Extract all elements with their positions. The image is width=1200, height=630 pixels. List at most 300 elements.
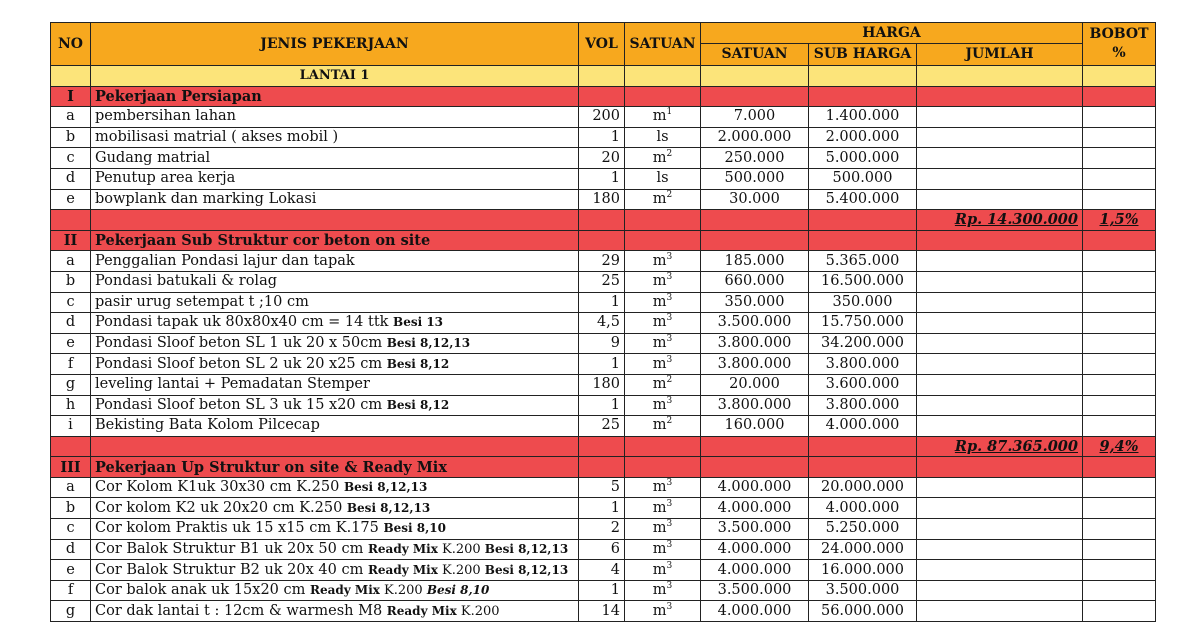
- item-volume: 5: [579, 477, 625, 498]
- item-sub-total: 4.000.000: [809, 416, 917, 437]
- item-letter: h: [51, 395, 91, 416]
- item-spec-rebar: Besi 8,12,13: [484, 562, 569, 577]
- item-unit-text: m: [652, 108, 667, 125]
- item-unit: [625, 539, 701, 560]
- item-unit-exponent: 3: [666, 560, 673, 571]
- item-letter: a: [51, 251, 91, 272]
- item-description-text: leveling lantai + Pemadatan Stemper: [95, 376, 370, 393]
- item-unit-exponent: 2: [666, 416, 673, 427]
- item-unit-text: m: [652, 149, 667, 166]
- item-letter: b: [51, 271, 91, 292]
- item-unit-exponent: 3: [666, 581, 673, 592]
- item-unit-exponent: 3: [666, 478, 673, 489]
- item-spec-note: Besi 8,10: [383, 521, 446, 536]
- item-unit-price: 3.800.000: [701, 354, 809, 375]
- item-sub-total: 3.500.000: [809, 580, 917, 601]
- item-unit: [625, 168, 701, 189]
- item-letter: f: [51, 354, 91, 375]
- item-sub-total: 5.000.000: [809, 148, 917, 169]
- item-unit-text: m: [652, 417, 667, 434]
- item-unit-text: m: [652, 396, 667, 413]
- item-description: [91, 539, 579, 560]
- header-no: NO: [51, 23, 91, 66]
- table-row: [51, 148, 1156, 169]
- section-number: III: [51, 457, 91, 478]
- item-unit: [625, 107, 701, 128]
- item-letter: a: [51, 477, 91, 498]
- table-row: [51, 498, 1156, 519]
- item-bobot: [1083, 539, 1156, 560]
- empty-cell: [701, 436, 809, 457]
- item-jumlah: [917, 374, 1083, 395]
- empty-cell: [625, 436, 701, 457]
- empty-cell: [701, 230, 809, 251]
- item-volume: 180: [579, 189, 625, 210]
- item-sub-total: 3.800.000: [809, 354, 917, 375]
- item-letter: d: [51, 168, 91, 189]
- item-unit-text: ls: [656, 129, 669, 146]
- item-unit-exponent: 2: [666, 190, 673, 201]
- header-jumlah: JUMLAH: [917, 44, 1083, 66]
- item-jumlah: [917, 560, 1083, 581]
- item-sub-total: 4.000.000: [809, 498, 917, 519]
- item-volume: 1: [579, 498, 625, 519]
- empty-cell: [91, 436, 579, 457]
- item-description: [91, 271, 579, 292]
- table-row: [51, 271, 1156, 292]
- item-jumlah: [917, 168, 1083, 189]
- item-unit-exponent: 3: [666, 354, 673, 365]
- item-unit-price: 3.800.000: [701, 395, 809, 416]
- item-letter: g: [51, 601, 91, 622]
- item-jumlah: [917, 127, 1083, 148]
- item-unit-price: 185.000: [701, 251, 809, 272]
- section-bobot: 9,4%: [1083, 436, 1156, 457]
- item-description-text: pasir urug setempat t ;10 cm: [95, 293, 309, 310]
- item-volume: 180: [579, 374, 625, 395]
- item-unit-price: 4.000.000: [701, 477, 809, 498]
- item-unit-price: 20.000: [701, 374, 809, 395]
- empty-cell: [917, 457, 1083, 478]
- item-letter: e: [51, 189, 91, 210]
- item-bobot: [1083, 292, 1156, 313]
- item-bobot: [1083, 477, 1156, 498]
- item-unit: [625, 189, 701, 210]
- item-jumlah: [917, 354, 1083, 375]
- item-unit: [625, 292, 701, 313]
- table-row: [51, 313, 1156, 334]
- empty-cell: [625, 86, 701, 107]
- section-title: Pekerjaan Persiapan: [91, 86, 579, 107]
- empty-cell: [579, 86, 625, 107]
- item-description: [91, 127, 579, 148]
- item-unit-text: m: [652, 355, 667, 372]
- item-volume: 25: [579, 271, 625, 292]
- item-description: [91, 498, 579, 519]
- empty-cell: [625, 230, 701, 251]
- item-unit: [625, 148, 701, 169]
- item-unit-exponent: 3: [666, 251, 673, 262]
- item-jumlah: [917, 498, 1083, 519]
- empty-cell: [917, 230, 1083, 251]
- item-volume: 2: [579, 519, 625, 540]
- section-row: [51, 230, 1156, 251]
- item-description-text: Cor Kolom K1uk 30x30 cm K.250: [95, 479, 344, 496]
- rab-table: [50, 22, 1156, 622]
- item-volume: 1: [579, 354, 625, 375]
- table-row: [51, 580, 1156, 601]
- item-description: [91, 189, 579, 210]
- item-unit-exponent: 2: [666, 375, 673, 386]
- empty-cell: [579, 457, 625, 478]
- item-unit-price: 3.500.000: [701, 580, 809, 601]
- empty-cell: [809, 457, 917, 478]
- empty-cell: [701, 86, 809, 107]
- table-row: [51, 127, 1156, 148]
- item-volume: 6: [579, 539, 625, 560]
- item-unit-text: m: [652, 540, 667, 557]
- item-bobot: [1083, 395, 1156, 416]
- item-unit-text: m: [652, 190, 667, 207]
- item-letter: b: [51, 127, 91, 148]
- item-bobot: [1083, 107, 1156, 128]
- item-bobot: [1083, 189, 1156, 210]
- item-jumlah: [917, 477, 1083, 498]
- item-letter: b: [51, 498, 91, 519]
- item-jumlah: [917, 580, 1083, 601]
- item-spec-note: Ready Mix: [367, 541, 438, 556]
- item-unit-price: 660.000: [701, 271, 809, 292]
- item-unit: [625, 560, 701, 581]
- table-row: [51, 354, 1156, 375]
- item-unit: [625, 271, 701, 292]
- item-unit-price: 30.000: [701, 189, 809, 210]
- item-volume: 200: [579, 107, 625, 128]
- item-spec-note: Besi 8,12: [386, 397, 450, 412]
- item-unit-exponent: 1: [666, 107, 673, 118]
- item-unit-text: m: [652, 376, 667, 393]
- table-row: [51, 395, 1156, 416]
- table-row: [51, 560, 1156, 581]
- item-description-text: Cor balok anak uk 15x20 cm: [95, 582, 310, 599]
- empty-cell: [51, 436, 91, 457]
- item-letter: f: [51, 580, 91, 601]
- table-row: [51, 416, 1156, 437]
- item-unit-text: m: [652, 602, 667, 619]
- item-unit-exponent: 3: [666, 334, 673, 345]
- item-unit-price: 250.000: [701, 148, 809, 169]
- item-jumlah: [917, 395, 1083, 416]
- subtotal-row: [51, 210, 1156, 231]
- item-letter: c: [51, 519, 91, 540]
- item-unit-price: 3.800.000: [701, 333, 809, 354]
- item-unit: [625, 519, 701, 540]
- item-description-text: Pondasi Sloof beton SL 2 uk 20 x25 cm: [95, 355, 387, 372]
- item-description: [91, 313, 579, 334]
- item-unit-text: m: [652, 293, 667, 310]
- empty-cell: [1083, 86, 1156, 107]
- header-bobot-unit: %: [1112, 45, 1126, 61]
- item-jumlah: [917, 189, 1083, 210]
- table-row: [51, 374, 1156, 395]
- item-spec-rebar: Besi 8,10: [426, 583, 490, 598]
- item-volume: 1: [579, 127, 625, 148]
- table-row: [51, 519, 1156, 540]
- item-spec-note: Ready Mix: [367, 562, 438, 577]
- section-title: Pekerjaan Up Struktur on site & Ready Mix: [91, 457, 579, 478]
- item-unit-text: ls: [656, 170, 669, 187]
- item-unit-price: 4.000.000: [701, 498, 809, 519]
- table-row: [51, 251, 1156, 272]
- item-jumlah: [917, 519, 1083, 540]
- item-sub-total: 24.000.000: [809, 539, 917, 560]
- table-row: [51, 601, 1156, 622]
- item-unit-price: 7.000: [701, 107, 809, 128]
- item-spec-note: Besi 8,12,13: [346, 500, 431, 515]
- item-description: [91, 519, 579, 540]
- item-unit-price: 2.000.000: [701, 127, 809, 148]
- item-description: [91, 354, 579, 375]
- item-sub-total: 3.600.000: [809, 374, 917, 395]
- item-jumlah: [917, 148, 1083, 169]
- item-unit-price: 3.500.000: [701, 313, 809, 334]
- item-spec-grade: K.200: [437, 562, 485, 578]
- item-letter: e: [51, 560, 91, 581]
- item-bobot: [1083, 580, 1156, 601]
- section-bobot: 1,5%: [1083, 210, 1156, 231]
- item-jumlah: [917, 292, 1083, 313]
- empty-cell: [701, 457, 809, 478]
- item-sub-total: 5.400.000: [809, 189, 917, 210]
- item-unit-exponent: 2: [666, 148, 673, 159]
- empty-cell: [809, 210, 917, 231]
- table-body: [51, 66, 1156, 622]
- item-bobot: [1083, 374, 1156, 395]
- empty-cell: [625, 457, 701, 478]
- item-description: [91, 107, 579, 128]
- table-row: [51, 168, 1156, 189]
- table-row: [51, 333, 1156, 354]
- header-bobot: [1083, 23, 1156, 66]
- item-bobot: [1083, 416, 1156, 437]
- item-unit: [625, 477, 701, 498]
- item-description-text: pembersihan lahan: [95, 108, 237, 125]
- item-unit: [625, 601, 701, 622]
- item-unit-text: m: [652, 561, 667, 578]
- item-description-text: Penutup area kerja: [95, 170, 236, 187]
- item-unit-exponent: 3: [666, 272, 673, 283]
- section-title: Pekerjaan Sub Struktur cor beton on site: [91, 230, 579, 251]
- item-bobot: [1083, 333, 1156, 354]
- item-jumlah: [917, 416, 1083, 437]
- item-unit-price: 160.000: [701, 416, 809, 437]
- item-unit: [625, 333, 701, 354]
- item-bobot: [1083, 519, 1156, 540]
- item-description-text: Pondasi Sloof beton SL 1 uk 20 x 50cm: [95, 335, 387, 352]
- table-row: [51, 107, 1156, 128]
- item-sub-total: 16.500.000: [809, 271, 917, 292]
- empty-cell: [1083, 230, 1156, 251]
- item-spec-grade: K.200: [456, 603, 500, 619]
- item-letter: a: [51, 107, 91, 128]
- item-spec-note: Besi 8,12,13: [343, 480, 428, 495]
- header-satuan: SATUAN: [625, 23, 701, 66]
- item-spec-note: Besi 13: [393, 315, 444, 330]
- item-bobot: [1083, 313, 1156, 334]
- item-unit: [625, 580, 701, 601]
- item-sub-total: 3.800.000: [809, 395, 917, 416]
- item-bobot: [1083, 127, 1156, 148]
- item-unit: [625, 251, 701, 272]
- item-description-text: Cor dak lantai t : 12cm & warmesh M8: [95, 602, 387, 619]
- item-sub-total: 500.000: [809, 168, 917, 189]
- item-unit-price: 4.000.000: [701, 560, 809, 581]
- item-letter: d: [51, 313, 91, 334]
- item-sub-total: 5.365.000: [809, 251, 917, 272]
- item-volume: 4,5: [579, 313, 625, 334]
- item-bobot: [1083, 168, 1156, 189]
- item-description: [91, 601, 579, 622]
- section-number: I: [51, 86, 91, 107]
- item-letter: i: [51, 416, 91, 437]
- item-description: [91, 395, 579, 416]
- item-description: [91, 416, 579, 437]
- item-sub-total: 5.250.000: [809, 519, 917, 540]
- item-unit-text: m: [652, 479, 667, 496]
- item-bobot: [1083, 251, 1156, 272]
- item-jumlah: [917, 539, 1083, 560]
- table-row: [51, 292, 1156, 313]
- item-description-text: bowplank dan marking Lokasi: [95, 190, 317, 207]
- lantai-row: [51, 66, 1156, 87]
- section-row: [51, 86, 1156, 107]
- item-description: [91, 580, 579, 601]
- item-unit-text: m: [652, 273, 667, 290]
- item-unit-exponent: 3: [666, 540, 673, 551]
- item-unit-price: 4.000.000: [701, 539, 809, 560]
- item-unit: [625, 498, 701, 519]
- item-sub-total: 350.000: [809, 292, 917, 313]
- item-jumlah: [917, 601, 1083, 622]
- item-unit-price: 350.000: [701, 292, 809, 313]
- item-description-text: Pondasi tapak uk 80x80x40 cm = 14 ttk: [95, 314, 394, 331]
- section-row: [51, 457, 1156, 478]
- item-unit: [625, 354, 701, 375]
- header-harga: HARGA: [701, 23, 1083, 44]
- item-description-text: Cor kolom K2 uk 20x20 cm K.250: [95, 499, 347, 516]
- item-letter: d: [51, 539, 91, 560]
- item-description-text: Pondasi batukali & rolag: [95, 273, 278, 290]
- header-jenis-pekerjaan: JENIS PEKERJAAN: [91, 23, 579, 66]
- table-row: [51, 189, 1156, 210]
- empty-cell: [809, 436, 917, 457]
- item-volume: 25: [579, 416, 625, 437]
- item-spec-grade: K.200: [437, 541, 485, 557]
- empty-cell: [579, 436, 625, 457]
- item-unit-text: m: [652, 582, 667, 599]
- item-unit: [625, 416, 701, 437]
- empty-cell: [809, 86, 917, 107]
- item-description-text: Gudang matrial: [95, 149, 211, 166]
- item-description: [91, 374, 579, 395]
- item-spec-note: Ready Mix: [386, 603, 457, 618]
- item-spec-note: Besi 8,12: [386, 356, 450, 371]
- item-unit-price: 3.500.000: [701, 519, 809, 540]
- item-unit-text: m: [652, 520, 667, 537]
- item-volume: 1: [579, 395, 625, 416]
- item-spec-grade: K.200: [379, 583, 427, 599]
- table-row: [51, 539, 1156, 560]
- item-volume: 1: [579, 580, 625, 601]
- header-vol: VOL: [579, 23, 625, 66]
- item-description-text: Cor kolom Praktis uk 15 x15 cm K.175: [95, 520, 384, 537]
- header-sub-harga: SUB HARGA: [809, 44, 917, 66]
- empty-cell: [917, 86, 1083, 107]
- item-volume: 20: [579, 148, 625, 169]
- item-sub-total: 1.400.000: [809, 107, 917, 128]
- item-unit-text: m: [652, 499, 667, 516]
- item-sub-total: 2.000.000: [809, 127, 917, 148]
- item-jumlah: [917, 271, 1083, 292]
- item-volume: 1: [579, 292, 625, 313]
- item-description-text: Bekisting Bata Kolom Pilcecap: [95, 417, 320, 434]
- item-unit-price: 4.000.000: [701, 601, 809, 622]
- empty-cell: [809, 230, 917, 251]
- item-unit-exponent: 3: [666, 293, 673, 303]
- item-bobot: [1083, 354, 1156, 375]
- item-jumlah: [917, 313, 1083, 334]
- item-bobot: [1083, 601, 1156, 622]
- item-volume: 14: [579, 601, 625, 622]
- section-number: II: [51, 230, 91, 251]
- item-description: [91, 477, 579, 498]
- header-harga-satuan: SATUAN: [701, 44, 809, 66]
- empty-cell: [579, 210, 625, 231]
- item-unit-text: m: [652, 314, 667, 331]
- empty-cell: [701, 210, 809, 231]
- item-unit: [625, 395, 701, 416]
- item-jumlah: [917, 333, 1083, 354]
- item-description: [91, 292, 579, 313]
- item-unit-price: 500.000: [701, 168, 809, 189]
- section-jumlah: Rp. 14.300.000: [917, 210, 1083, 231]
- item-description: [91, 560, 579, 581]
- item-unit: [625, 127, 701, 148]
- item-description-text: mobilisasi matrial ( akses mobil ): [95, 129, 339, 146]
- table-row: [51, 477, 1156, 498]
- item-description: [91, 251, 579, 272]
- item-letter: c: [51, 292, 91, 313]
- item-volume: 4: [579, 560, 625, 581]
- item-bobot: [1083, 498, 1156, 519]
- header-bobot-label: BOBOT: [1089, 26, 1149, 42]
- empty-cell: [1083, 457, 1156, 478]
- empty-cell: [625, 210, 701, 231]
- item-description: [91, 148, 579, 169]
- lantai-label: LANTAI 1: [91, 66, 579, 87]
- item-bobot: [1083, 560, 1156, 581]
- item-unit: [625, 374, 701, 395]
- lantai-empty-cell: [51, 66, 91, 87]
- item-description-text: Penggalian Pondasi lajur dan tapak: [95, 252, 355, 269]
- item-sub-total: 15.750.000: [809, 313, 917, 334]
- item-sub-total: 16.000.000: [809, 560, 917, 581]
- item-description-text: Cor Balok Struktur B1 uk 20x 50 cm: [95, 540, 368, 557]
- empty-cell: [51, 210, 91, 231]
- subtotal-row: [51, 436, 1156, 457]
- item-unit: [625, 313, 701, 334]
- item-unit-exponent: 3: [666, 601, 673, 612]
